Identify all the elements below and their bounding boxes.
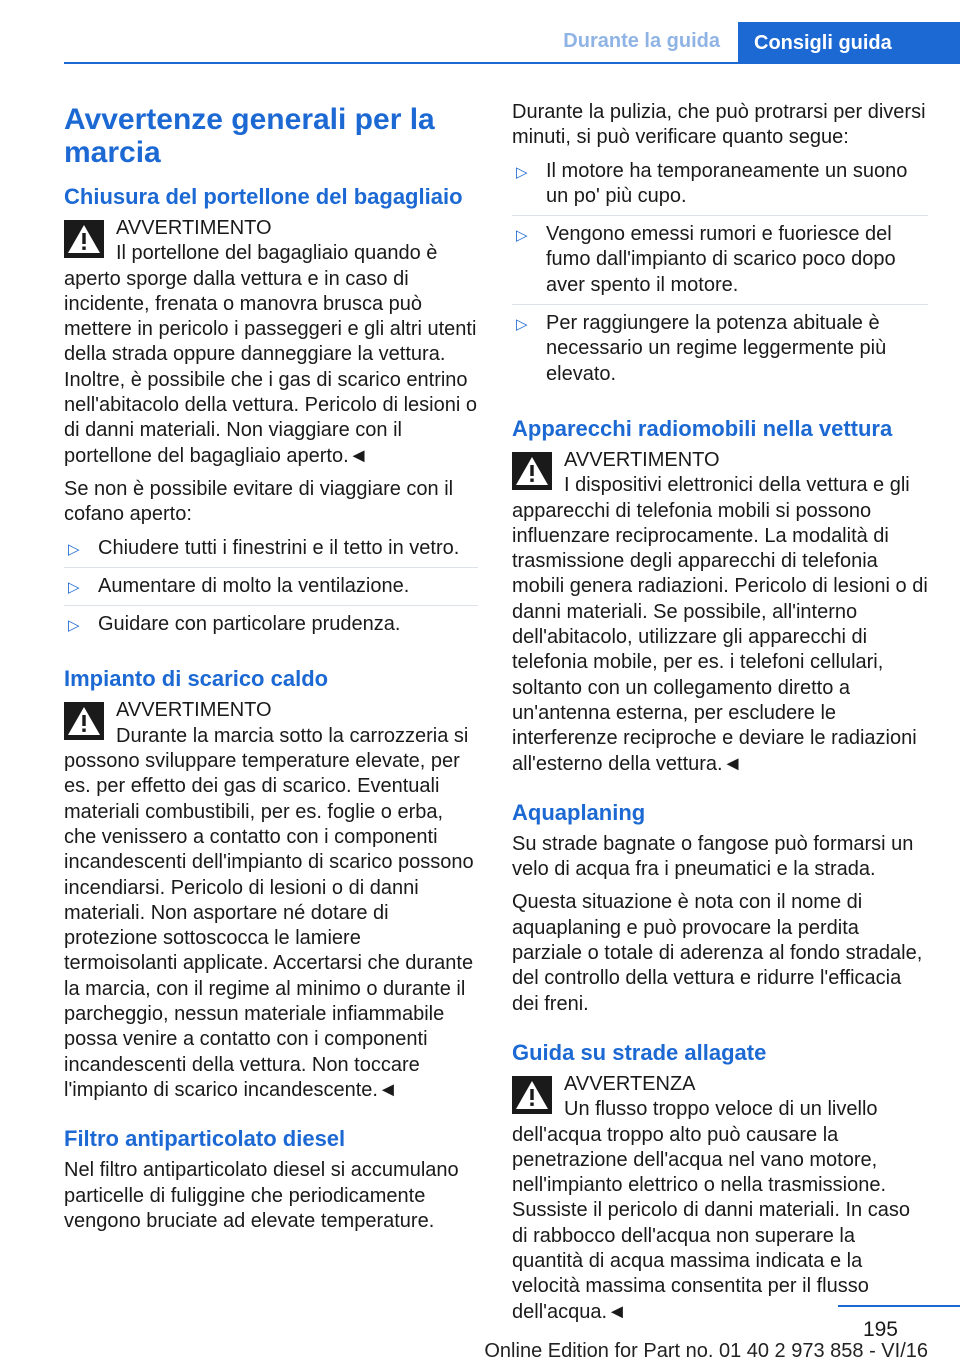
- continued-intro: Durante la pulizia, che può protrarsi per diversi minuti, si può verificare quanto segue:: [512, 101, 926, 149]
- header-chapter-tab: [738, 22, 960, 64]
- triangle-bullet-icon: ▷: [516, 163, 528, 181]
- page-number: 195: [862, 1318, 898, 1341]
- list-item: ▷ Chiudere tutti i finestrini e il tetto in vetro.: [64, 536, 478, 568]
- warning-icon: [64, 220, 104, 258]
- warning-title: AVVERTENZA: [564, 1072, 696, 1095]
- triangle-bullet-icon: ▷: [516, 227, 528, 245]
- warning-text: I dispositivi elettronici della vettura e gli apparecchi di telefonia mobili si possono influenzare reciprocamente. La modalità di trasmissione degli apparecchi di telefonia mobili genera radiazioni. Pericolo di lesioni o di danni materiali. Se possibile, all'interno dell'abitacolo, utilizzare gli apparecchi di telefonia mobile, per es. i telefoni cellulari, soltanto con un collegamento diretto a un'antenna esterna, per escludere le interferenze reciproche e deviare le radiazioni all'esterno della vettura.◄: [512, 474, 928, 775]
- warning-text: Durante la marcia sotto la carrozzeria si possono sviluppare temperature elevate, per es. per effetto dei gas di scarico. Eventuali materiali combustibili, per es. foglie o erba, che venissero a contatto con i componenti incandescenti dell'impianto di scarico possono incendiarsi. Pericolo di lesioni o di danni materiali. Non asportare né dotare di protezione sottoscocca le lamiere termoisolanti applicate. Accertarsi che durante la marcia, con il regime al minimo o durante il parcheggio, nessun materiale infiammabile possa venire a contatto con i componenti incandescenti della vettura. Non toccare l'impianto di scarico incandescente.◄: [64, 724, 474, 1101]
- warning-flooded-roads: [512, 1072, 928, 1325]
- warning-tailgate: [64, 216, 478, 469]
- warning-title: AVVERTIMENTO: [564, 448, 720, 471]
- footer-rule: [838, 1305, 960, 1307]
- header-chapter-label: Consigli guida: [754, 31, 892, 54]
- warning-text: Un flusso troppo veloce di un livello dell'acqua troppo alto può causare la penetrazione dell'acqua nel vano motore, nell'impianto elettrico o nella trasmissione. Sussiste il pericolo di danni materiali. In caso di rabbocco dell'acqua non superare la quantità di acqua massima indicata e la velocità massima consentita per il flusso dell'acqua.◄: [512, 1098, 910, 1323]
- page-title: Avvertenze generali per la marcia: [64, 103, 435, 169]
- warning-hot-exhaust: [64, 698, 478, 1103]
- triangle-bullet-icon: ▷: [68, 578, 80, 596]
- list-item: ▷ Il motore ha temporaneamente un suono un po' più cupo.: [512, 159, 928, 217]
- list-item: ▷ Guidare con particolare prudenza.: [64, 612, 478, 643]
- warning-text: Il portellone del bagagliaio quando è aperto sporge dalla vettura e in caso di incidente, frenata o manovra brusca può mettere in pericolo i passeggeri e gli altri utenti della strada oppure danneggiare la vettura. Inoltre, è possibile che i gas di scarico entrino nell'abitacolo della vettura. Pericolo di lesioni o di danni materiali. Non viaggiare con il portellone del bagagliaio aperto.◄: [64, 242, 477, 467]
- paragraph-diesel-filter: Nel filtro antiparticolato diesel si accumulano particelle di fuliggine che periodicamente vengono bruciate ad elevate temperature.: [64, 1159, 459, 1232]
- list-item: ▷ Vengono emessi rumori e fuoriesce del fumo dall'impianto di scarico poco dopo aver spento il motore.: [512, 222, 928, 305]
- bullet-list-tailgate: [64, 536, 478, 644]
- header-rule: [64, 62, 960, 64]
- right-column: [512, 100, 928, 1333]
- edition-note: Online Edition for Part no. 01 40 2 973 858 - VI/16: [484, 1340, 928, 1362]
- list-item: ▷ Per raggiungere la potenza abituale è necessario un regime leggermente più elevato.: [516, 312, 887, 385]
- warning-icon: [512, 1076, 552, 1114]
- triangle-bullet-icon: ▷: [68, 540, 80, 558]
- heading-flooded-roads: Guida su strade allagate: [512, 1039, 767, 1065]
- list-item: ▷ Aumentare di molto la ventilazione.: [64, 574, 478, 606]
- paragraph-aquaplaning-1: Su strade bagnate o fangose può formarsi un velo di acqua fra i pneumatici e la strada.: [512, 832, 914, 881]
- heading-mobile-devices: Apparecchi radiomobili nella vettura: [512, 415, 893, 441]
- warning-title: AVVERTIMENTO: [116, 217, 272, 239]
- warning-mobile-devices: [512, 448, 928, 777]
- heading-hot-exhaust: Impianto di scarico caldo: [64, 666, 329, 692]
- list-intro: Se non è possibile evitare di viaggiare con il cofano aperto:: [64, 477, 454, 526]
- paragraph-aquaplaning-2: Questa situazione è nota con il nome di aquaplaning e può provocare la perdita parziale o totale di aderenza al fondo stradale, del controllo della vettura e ridurre l'efficacia dei freni.: [512, 891, 923, 1015]
- heading-tailgate: Chiusura del portellone del bagagliaio: [64, 184, 463, 209]
- triangle-bullet-icon: ▷: [68, 617, 80, 635]
- warning-icon: [64, 702, 104, 740]
- header-section-title: Durante la guida: [563, 30, 720, 52]
- bullet-list-cleaning: [512, 159, 928, 393]
- left-column: [64, 100, 478, 1242]
- warning-icon: [512, 452, 552, 490]
- heading-diesel-filter: Filtro antiparticolato diesel: [64, 1126, 346, 1152]
- heading-aquaplaning: Aquaplaning: [512, 799, 646, 825]
- warning-title: AVVERTIMENTO: [116, 699, 272, 722]
- triangle-bullet-icon: ▷: [516, 316, 528, 334]
